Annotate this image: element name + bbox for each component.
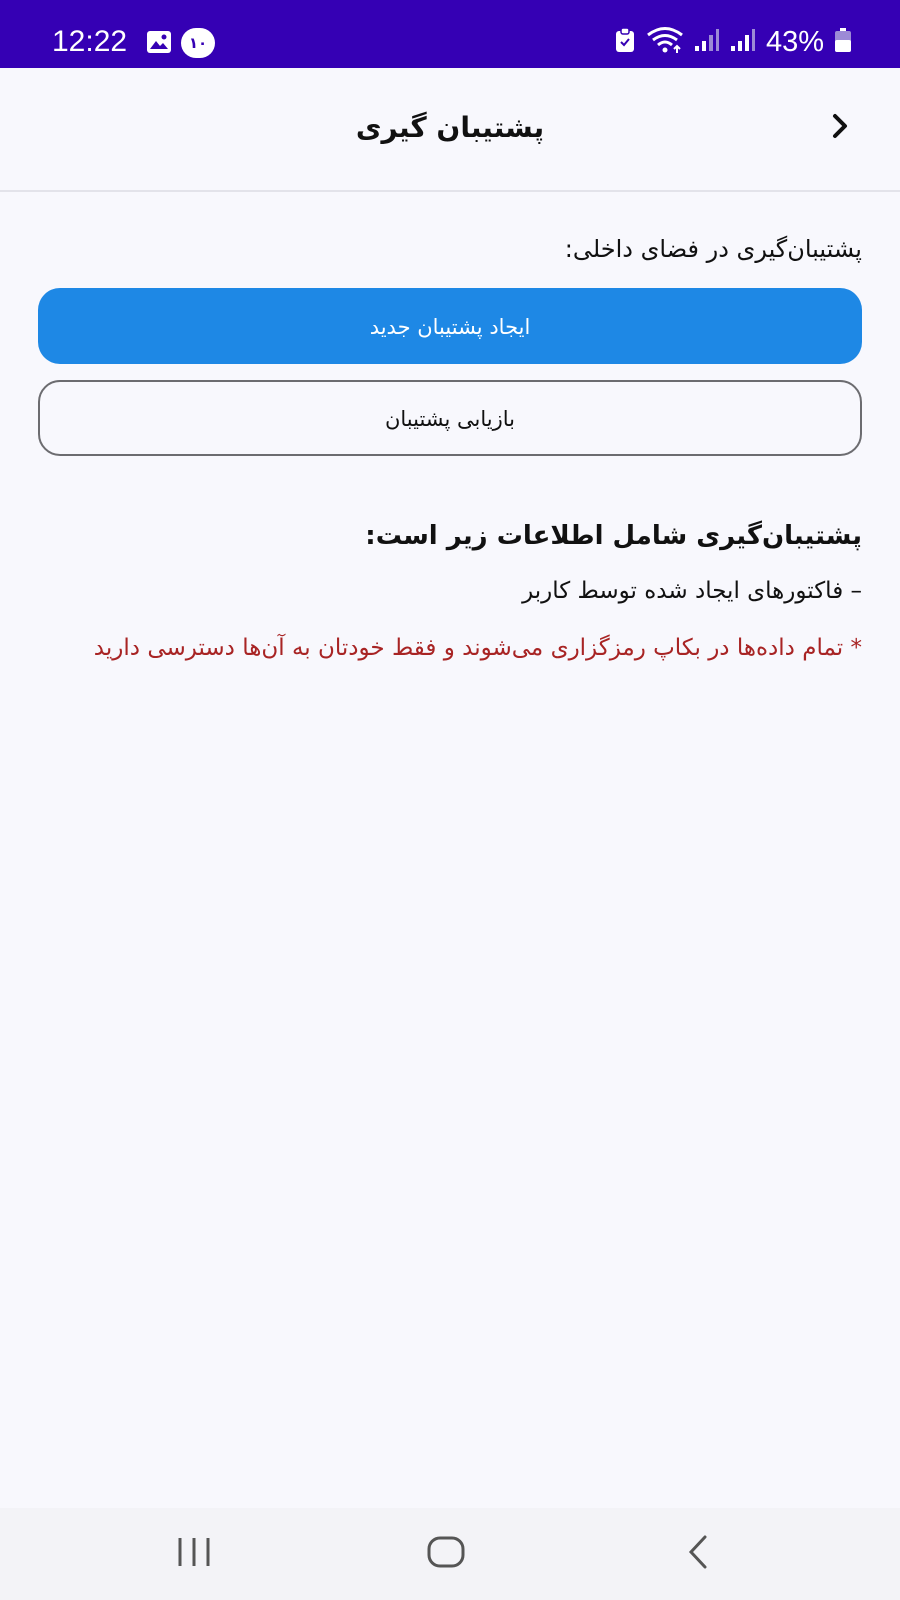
restore-backup-button[interactable]: بازیابی پشتیبان: [38, 380, 862, 456]
home-icon: [426, 1535, 466, 1573]
notification-count-badge: ۱۰: [181, 28, 215, 58]
system-nav-bar: [0, 1508, 900, 1600]
chevron-right-icon: [828, 112, 852, 144]
nav-back-button[interactable]: [674, 1530, 722, 1578]
back-icon: [683, 1534, 713, 1574]
recent-apps-icon: [174, 1536, 214, 1572]
page-title: پشتیبان گیری: [355, 111, 545, 144]
encryption-note: * تمام داده‌ها در بکاپ رمزگزاری می‌شوند و فقط خودتان به آن‌ها دسترسی دارید: [93, 635, 862, 661]
battery-percent: 43%: [765, 26, 824, 58]
recent-apps-button[interactable]: [170, 1530, 218, 1578]
wifi-icon: [646, 26, 684, 58]
status-time: 12:22: [52, 25, 128, 58]
create-backup-button[interactable]: ایجاد پشتیبان جدید: [38, 288, 862, 364]
internal-storage-label: پشتیبان‌گیری در فضای داخلی:: [564, 235, 862, 263]
app-bar: [0, 68, 900, 192]
clipboard-icon: [614, 27, 636, 57]
signal-icon: [730, 28, 756, 56]
back-button[interactable]: [822, 110, 858, 146]
signal-icon: [694, 28, 720, 56]
status-right-cluster: [614, 24, 852, 60]
home-button[interactable]: [422, 1530, 470, 1578]
battery-icon: [834, 27, 852, 57]
gallery-icon: [146, 30, 172, 58]
backup-includes-item: – فاکتورهای ایجاد شده توسط کاربر: [522, 578, 862, 604]
status-bar: [0, 0, 900, 68]
backup-content: [38, 190, 862, 672]
backup-includes-title: پشتیبان‌گیری شامل اطلاعات زیر است:: [365, 521, 862, 551]
